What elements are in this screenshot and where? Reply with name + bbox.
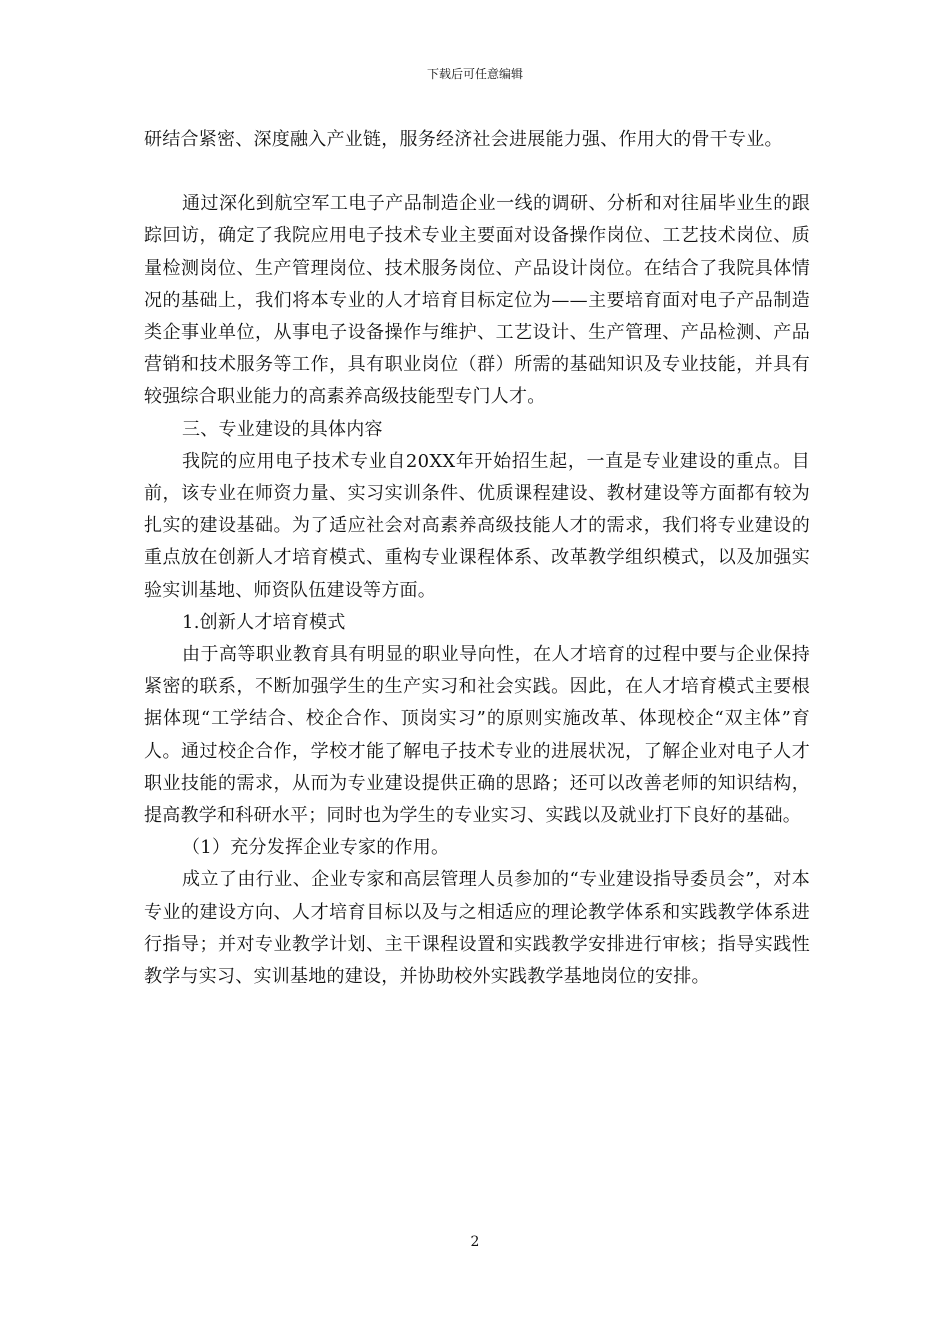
subsection-heading-1: 1.创新人才培育模式: [182, 611, 346, 633]
paragraph-expert-committee: 成立了由行业、企业专家和高层管理人员参加的“专业建设指导委员会”，对本专业的建设方向、人才培育目标以及与之相适应的理论教学体系和实践教学体系进行指导；并对专业教学计划、主干课程设置和实践教学安排进行审核；指导实践性教学与实习、实训基地的建设，并协助校外实践教学基地岗位的安排。: [144, 869, 810, 988]
document-body: [144, 124, 810, 993]
paragraph-continuation: 研结合紧密、深度融入产业链，服务经济社会进展能力强、作用大的骨干专业。: [144, 129, 783, 150]
paragraph-career-positioning: 通过深化到航空军工电子产品制造企业一线的调研、分析和对往届毕业生的跟踪回访，确定了我院应用电子技术专业主要面对设备操作岗位、工艺技术岗位、质量检测岗位、生产管理岗位、技术服务岗位、产品设计岗位。在结合了我院具体情况的基础上，我们将本专业的人才培育目标定位为——主要培育面对电子产品制造类企事业单位，从事电子设备操作与维护、工艺设计、生产管理、产品检测、产品营销和技术服务等工作，具有职业岗位（群）所需的基础知识及专业技能，并具有较强综合职业能力的高素养高级技能型专门人才。: [144, 193, 810, 408]
page-header: 下载后可任意编辑: [426, 67, 523, 81]
item-heading-1: （1）充分发挥企业专家的作用。: [182, 837, 450, 859]
paragraph-training-mode: 由于高等职业教育具有明显的职业导向性，在人才培育的过程中要与企业保持紧密的联系，不断加强学生的生产实习和社会实践。因此，在人才培育模式主要根据体现“工学结合、校企合作、顶岗实习”的原则实施改革、体现校企“双主体”育人。通过校企合作，学校才能了解电子技术专业的进展状况，了解企业对电子人才职业技能的需求，从而为专业建设提供正确的思路；还可以改善老师的知识结构，提高教学和科研水平；同时也为学生的专业实习、实践以及就业打下良好的基础。: [144, 644, 810, 827]
section-heading-3: 三、专业建设的具体内容: [182, 418, 383, 440]
paragraph-construction-overview: 我院的应用电子技术专业自20XX年开始招生起，一直是专业建设的重点。目前，该专业在师资力量、实习实训条件、优质课程建设、教材建设等方面都有较为扎实的建设基础。为了适应社会对高素养高级技能人才的需求，我们将专业建设的重点放在创新人才培育模式、重构专业课程体系、改革教学组织模式，以及加强实验实训基地、师资队伍建设等方面。: [144, 450, 810, 601]
page-number: 2: [470, 1234, 480, 1250]
